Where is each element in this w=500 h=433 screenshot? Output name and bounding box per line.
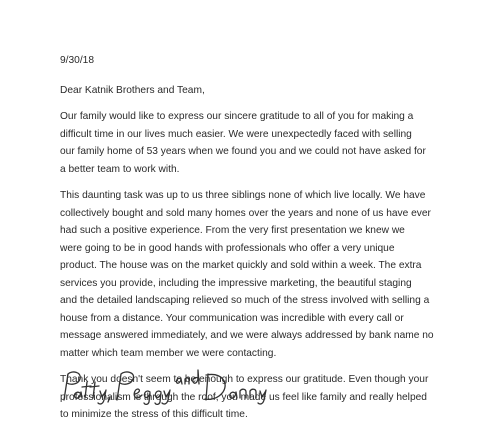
handwritten-signature: [60, 366, 290, 406]
signature-drawing: [60, 366, 290, 406]
letter-date: 9/30/18: [60, 55, 94, 66]
paragraph-thanks: Thank you doesn't seem to be enough to express our gratitude. Even though your professionalism is through the roof, you made us feel like family and really helped to minimize the stress of this difficult time.: [60, 374, 429, 420]
paragraph-gratitude: Our family would like to express our sincere gratitude to all of you for making a difficult time in our lives much easier. We were unexpectedly faced with selling our family home of 53 years when we found you and we could not have asked for a better team to work with.: [60, 111, 426, 175]
letter-salutation: Dear Katnik Brothers and Team,: [60, 84, 205, 96]
paragraph-experience: This daunting task was up to us three siblings none of which live locally. We have collectively bought and sold many homes over the years and none of us have ever had such a positive experience. From the very first presentation we knew we were going to be in good hands with professionals who offer a very unique product. The house was on the market quickly and sold within a week. The extra services you provide, including the impressive marketing, the beautiful staging and the detailed landscaping relieved so much of the stress involved with selling a house from a distance. Your communication was incredible with every call or message answered immediately, and we were always addressed by bank name no matter which team member we were contacting.: [60, 190, 434, 359]
